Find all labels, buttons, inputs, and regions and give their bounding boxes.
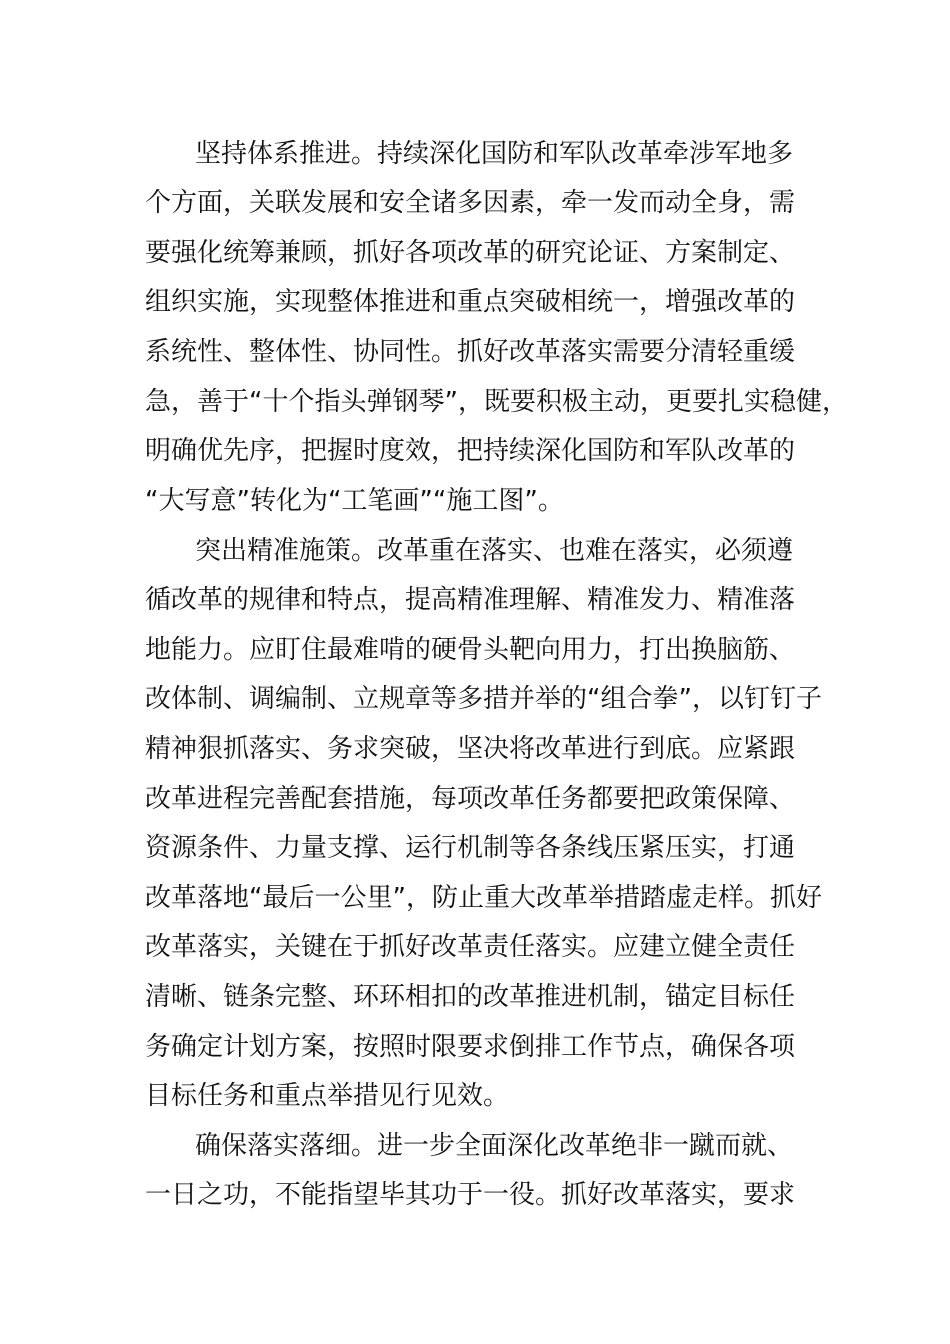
text-line: 循改革的规律和特点，提高精准理解、精准发力、精准落: [145, 585, 796, 615]
text-line: 精神狠抓落实、务求突破，坚决将改革进行到底。应紧跟: [145, 734, 796, 764]
text-line: 务确定计划方案，按照时限要求倒排工作节点，确保各项: [145, 1032, 796, 1062]
text-line: 组织实施，实现整体推进和重点突破相统一，增强改革的: [145, 287, 796, 317]
text-line: “大写意”转化为“工笔画”“施工图”。: [145, 486, 564, 516]
text-line: 目标任务和重点举措见行见效。: [145, 1081, 510, 1111]
text-line: 个方面，关联发展和安全诸多因素，牵一发而动全身，需: [145, 188, 796, 218]
text-line: 一日之功，不能指望毕其功于一役。抓好改革落实，要求: [145, 1180, 796, 1210]
text-line: 系统性、整体性、协同性。抓好改革落实需要分清轻重缓: [145, 337, 796, 367]
text-line: 要强化统筹兼顾，抓好各项改革的研究论证、方案制定、: [145, 238, 796, 268]
text-line: 急，善于“十个指头弹钢琴”，既要积极主动，更要扎实稳健，: [145, 387, 848, 417]
text-line: 改革进程完善配套措施，每项改革任务都要把政策保障、: [145, 784, 796, 814]
text-line: 地能力。应盯住最难啃的硬骨头靶向用力，打出换脑筋、: [145, 635, 796, 665]
text-line: 明确优先序，把握时度效，把持续深化国防和军队改革的: [145, 436, 796, 466]
text-line: 改革落地“最后一公里”，防止重大改革举措踏虚走样。抓好: [145, 883, 822, 913]
text-line: 确保落实落细。进一步全面深化改革绝非一蹴而就、: [195, 1131, 794, 1161]
text-line: 资源条件、力量支撑、运行机制等各条线压紧压实，打通: [145, 833, 796, 863]
text-line: 突出精准施策。改革重在落实、也难在落实，必须遵: [195, 536, 794, 566]
text-line: 坚持体系推进。持续深化国防和军队改革牵涉军地多: [195, 139, 794, 169]
text-line: 改革落实，关键在于抓好改革责任落实。应建立健全责任: [145, 932, 796, 962]
text-line: 清晰、链条完整、环环相扣的改革推进机制，锚定目标任: [145, 982, 796, 1012]
text-line: 改体制、调编制、立规章等多措并举的“组合拳”，以钉钉子: [145, 684, 822, 714]
